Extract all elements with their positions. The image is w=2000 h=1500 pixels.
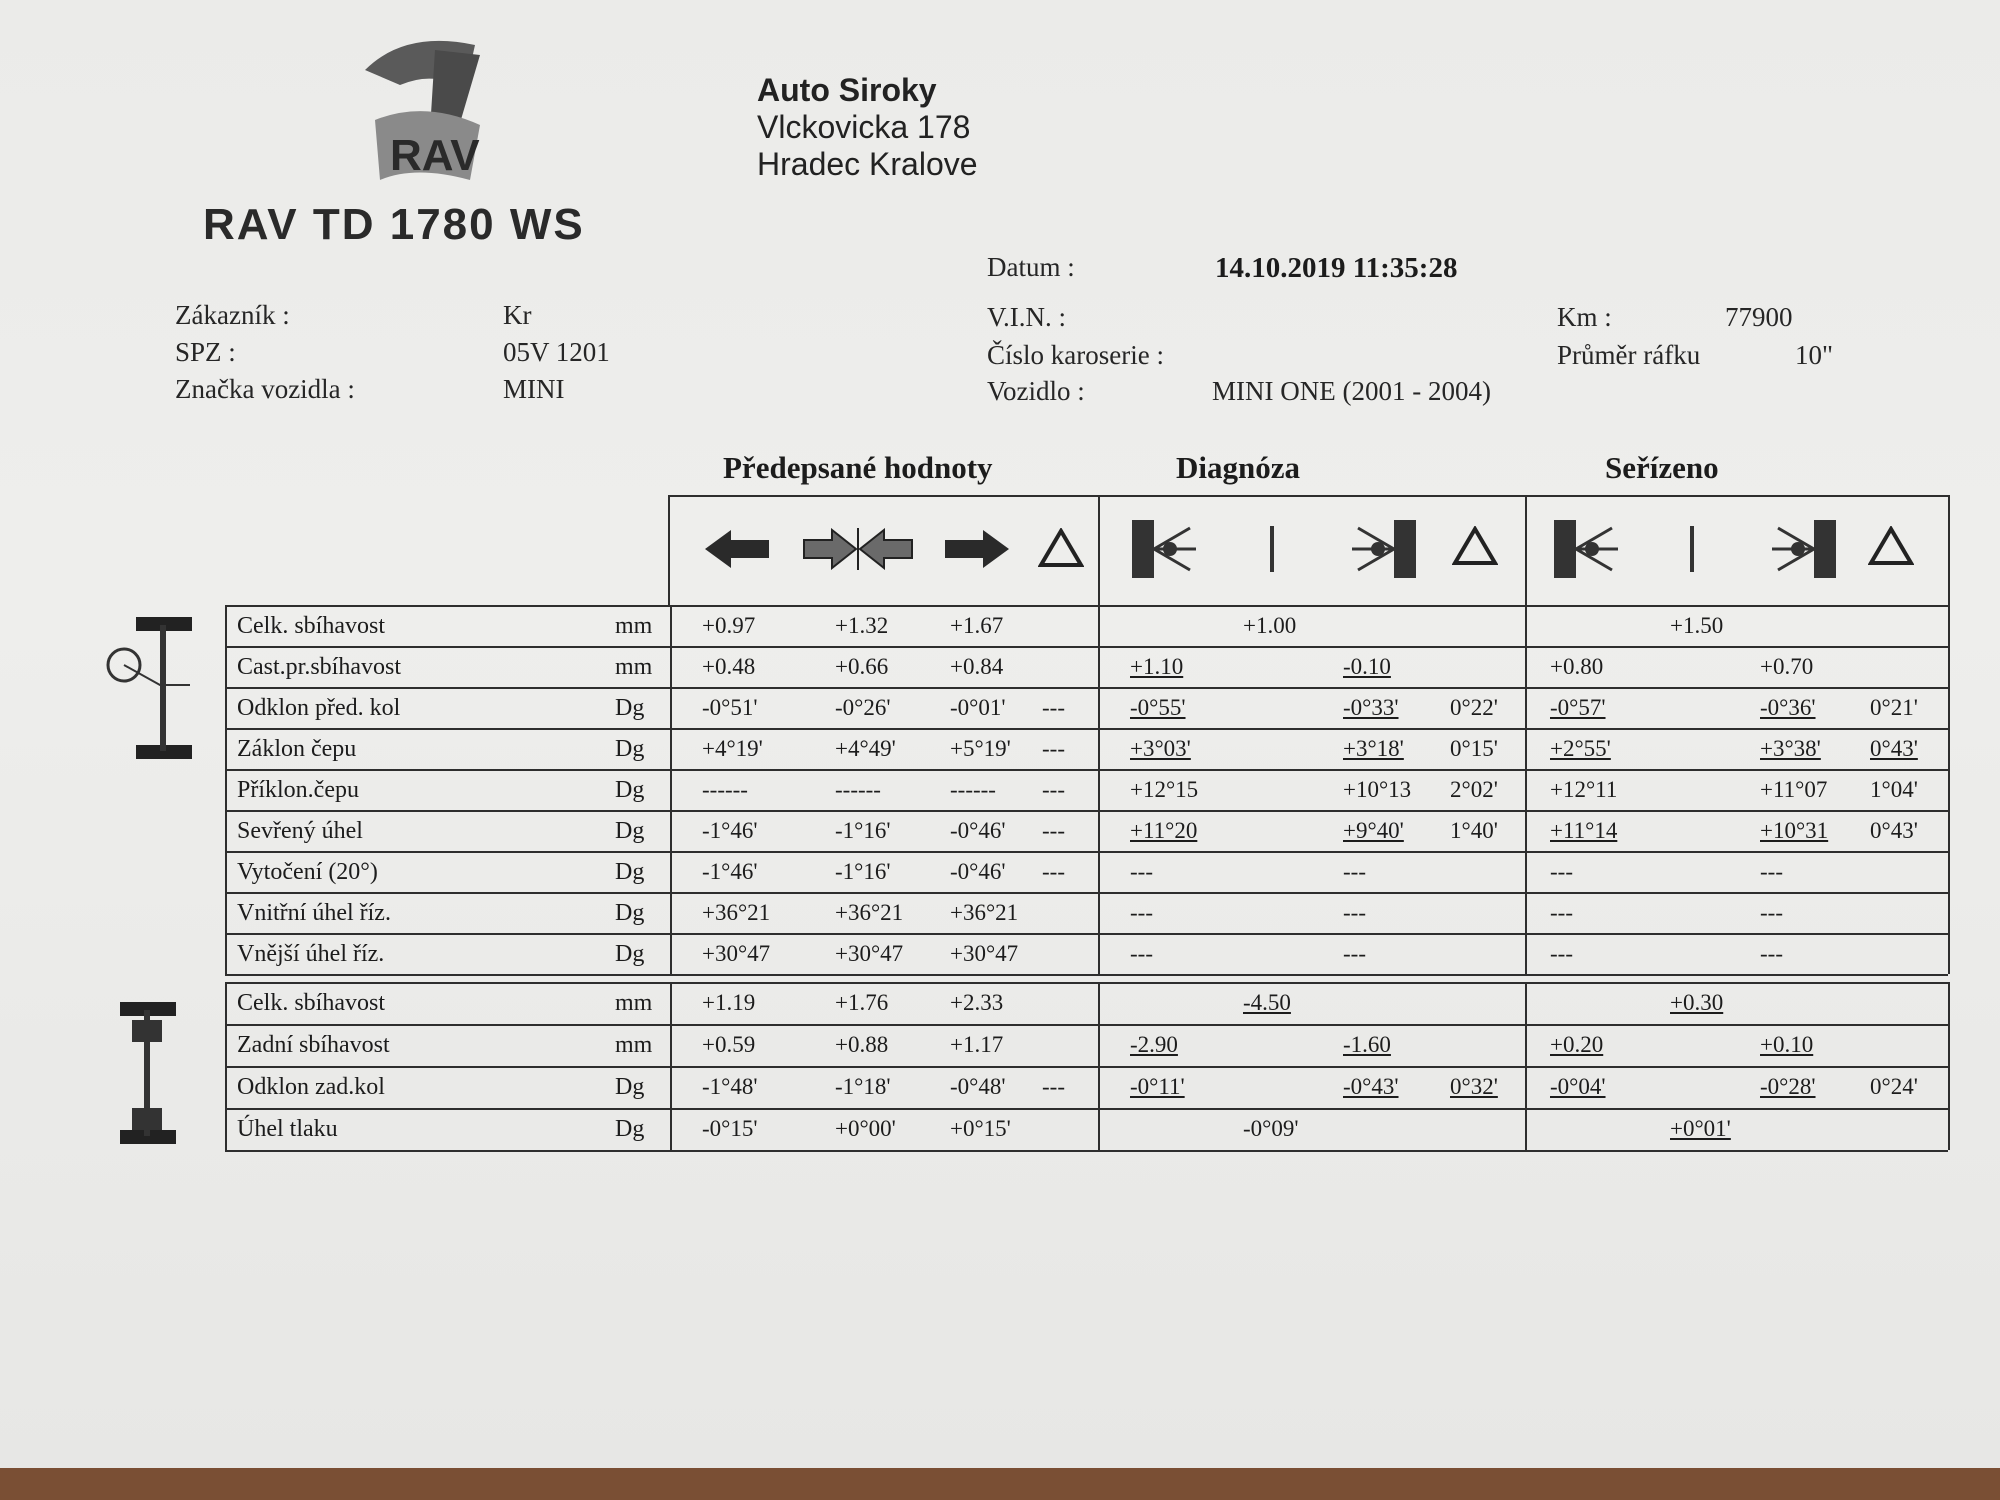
prescribed-value: -0°46' — [950, 859, 1006, 884]
diagnosis-value: +3°18' — [1343, 736, 1404, 761]
prescribed-value: +0.59 — [702, 1032, 756, 1057]
prescribed-value: +0.84 — [950, 654, 1004, 679]
diagnosis-value: -0°11' — [1130, 1074, 1185, 1099]
delta-icon — [1452, 526, 1498, 566]
adjusted-value: +0.70 — [1760, 654, 1814, 679]
row-unit: Dg — [615, 859, 645, 885]
adjusted-value: --- — [1760, 941, 1783, 966]
diagnosis-value: --- — [1343, 941, 1366, 966]
adjusted-value: --- — [1550, 859, 1573, 884]
diagnosis-value: +9°40' — [1343, 818, 1404, 843]
prescribed-value: +1.17 — [950, 1032, 1004, 1057]
icon-row-div1 — [1098, 495, 1100, 605]
diagnosis-value: -4.50 — [1243, 990, 1291, 1015]
prescribed-value: --- — [1042, 859, 1065, 884]
diagnosis-value: --- — [1130, 900, 1153, 925]
table-divider — [1525, 605, 1527, 974]
adjusted-value: -0°36' — [1760, 695, 1816, 720]
diagnosis-value: 0°32' — [1450, 1074, 1498, 1099]
rafek-value: 10" — [1795, 340, 1834, 370]
prescribed-value: +1.19 — [702, 990, 756, 1015]
prescribed-value: --- — [1042, 1074, 1065, 1099]
diagnosis-value: -2.90 — [1130, 1032, 1178, 1057]
adjusted-value: --- — [1760, 900, 1783, 925]
adjusted-value: +0.10 — [1760, 1032, 1814, 1057]
table-row-border — [225, 1024, 1948, 1026]
wheel-left-icon — [1130, 518, 1200, 580]
adjusted-value: --- — [1760, 859, 1783, 884]
prescribed-value: +30°47 — [950, 941, 1019, 966]
row-label: Vnější úhel říz. — [237, 941, 385, 967]
diagnosis-value: --- — [1343, 859, 1366, 884]
diagnosis-value: +12°15 — [1130, 777, 1199, 802]
prescribed-value: +0.48 — [702, 654, 756, 679]
adjusted-value: +0°01' — [1670, 1116, 1731, 1141]
adjusted-value: +0.30 — [1670, 990, 1724, 1015]
prescribed-value: +1.76 — [835, 990, 889, 1015]
karoserie-label: Číslo karoserie : — [987, 340, 1164, 370]
table-border-left — [225, 605, 227, 974]
adjusted-value: 0°24' — [1870, 1074, 1918, 1099]
row-label: Zadní sbíhavost — [237, 1032, 390, 1058]
adjusted-value: 1°04' — [1870, 777, 1918, 802]
row-label: Úhel tlaku — [237, 1116, 338, 1142]
wheel-right-icon — [1768, 518, 1838, 580]
adjusted-value: 0°43' — [1870, 736, 1918, 761]
adjusted-value: -0°57' — [1550, 695, 1606, 720]
front-axle-icon — [100, 615, 200, 761]
zakaznik-label: Zákazník : — [175, 300, 290, 330]
spz-label: SPZ : — [175, 337, 236, 367]
row-unit: Dg — [615, 941, 645, 967]
diagnosis-value: 2°02' — [1450, 777, 1498, 802]
diagnosis-value: -0°55' — [1130, 695, 1186, 720]
prescribed-value: +36°21 — [950, 900, 1019, 925]
table-row-border — [225, 974, 1948, 976]
table-row-border — [225, 646, 1948, 648]
icon-row-div2 — [1525, 495, 1527, 605]
table-divider — [670, 605, 672, 974]
adjusted-value: -0°04' — [1550, 1074, 1606, 1099]
diagnosis-value: --- — [1130, 859, 1153, 884]
prescribed-value: +0°00' — [835, 1116, 896, 1141]
table-divider — [1098, 605, 1100, 974]
icon-row-left — [668, 495, 670, 605]
row-label: Celk. sbíhavost — [237, 990, 385, 1016]
diagnosis-value: -0.10 — [1343, 654, 1391, 679]
wheel-right-icon — [1348, 518, 1418, 580]
adjusted-value: +3°38' — [1760, 736, 1821, 761]
km-value: 77900 — [1725, 302, 1793, 332]
km-label: Km : — [1557, 302, 1612, 332]
prescribed-value: +0.97 — [702, 613, 756, 638]
diagnosis-value: -0°43' — [1343, 1074, 1399, 1099]
prescribed-value: -1°48' — [702, 1074, 758, 1099]
prescribed-value: +0.66 — [835, 654, 889, 679]
icon-row-top — [668, 495, 1950, 497]
prescribed-value: +4°19' — [702, 736, 763, 761]
row-label: Odklon před. kol — [237, 695, 401, 721]
adjusted-value: 0°21' — [1870, 695, 1918, 720]
table-border-right — [1948, 982, 1950, 1150]
row-unit: mm — [615, 613, 653, 639]
row-label: Vnitřní úhel říz. — [237, 900, 391, 926]
icon-row-right — [1948, 495, 1950, 605]
spz-value: 05V 1201 — [503, 337, 610, 367]
diagnosis-value: +11°20 — [1130, 818, 1198, 843]
table-border-right — [1948, 605, 1950, 974]
prescribed-value: +5°19' — [950, 736, 1011, 761]
row-label: Vytočení (20°) — [237, 859, 378, 885]
prescribed-value: -0°48' — [950, 1074, 1006, 1099]
prescribed-value: +30°47 — [702, 941, 771, 966]
prescribed-value: +0.88 — [835, 1032, 889, 1057]
table-row-border — [225, 728, 1948, 730]
prescribed-value: --- — [1042, 818, 1065, 843]
diagnosis-value: +1.00 — [1243, 613, 1297, 638]
prescribed-value: ------ — [950, 777, 996, 802]
prescribed-value: +2.33 — [950, 990, 1004, 1015]
rav-logo-icon — [345, 30, 505, 200]
company-street: Vlckovicka 178 — [757, 109, 971, 145]
prescribed-value: +0°15' — [950, 1116, 1011, 1141]
wheel-left-icon — [1552, 518, 1622, 580]
row-unit: mm — [615, 990, 653, 1016]
znacka-label: Značka vozidla : — [175, 374, 355, 404]
row-unit: Dg — [615, 1116, 645, 1142]
arrows-center-icon — [802, 528, 914, 570]
adjusted-value: --- — [1550, 941, 1573, 966]
table-row-border — [225, 1150, 1948, 1152]
prescribed-value: ------ — [702, 777, 748, 802]
adjusted-value: +0.80 — [1550, 654, 1604, 679]
adjusted-value: +1.50 — [1670, 613, 1724, 638]
table-row-border — [225, 851, 1948, 853]
row-label: Sevřený úhel — [237, 818, 363, 844]
prescribed-value: -1°46' — [702, 818, 758, 843]
diagnosis-value: --- — [1343, 900, 1366, 925]
table-border-top — [225, 982, 1948, 984]
device-model: RAV TD 1780 WS — [203, 200, 585, 249]
datum-label: Datum : — [987, 252, 1075, 282]
prescribed-value: +1.32 — [835, 613, 889, 638]
prescribed-value: -0°46' — [950, 818, 1006, 843]
row-label: Příklon.čepu — [237, 777, 359, 803]
prescribed-value: -0°51' — [702, 695, 758, 720]
arrow-left-icon — [703, 528, 771, 570]
vozidlo-label: Vozidlo : — [987, 376, 1085, 406]
prescribed-value: --- — [1042, 736, 1065, 761]
diagnosis-value: +1.10 — [1130, 654, 1184, 679]
company-city: Hradec Kralove — [757, 146, 978, 182]
zakaznik-value: Kr — [503, 300, 532, 330]
row-unit: Dg — [615, 695, 645, 721]
vin-label: V.I.N. : — [987, 302, 1067, 332]
separator-icon — [1688, 526, 1696, 572]
row-unit: Dg — [615, 818, 645, 844]
diagnosis-value: +3°03' — [1130, 736, 1191, 761]
prescribed-value: --- — [1042, 695, 1065, 720]
prescribed-value: +4°49' — [835, 736, 896, 761]
adjusted-value: 0°43' — [1870, 818, 1918, 843]
row-label: Cast.pr.sbíhavost — [237, 654, 402, 680]
table-border-top — [225, 605, 1948, 607]
adjusted-value: +10°31 — [1760, 818, 1829, 843]
row-label: Celk. sbíhavost — [237, 613, 385, 639]
rafek-label: Průměr ráfku — [1557, 340, 1701, 370]
section-predepsane: Předepsané hodnoty — [723, 450, 993, 485]
table-row-border — [225, 1108, 1948, 1110]
diagnosis-value: +10°13 — [1343, 777, 1412, 802]
adjusted-value: +0.20 — [1550, 1032, 1604, 1057]
row-label: Odklon zad.kol — [237, 1074, 385, 1100]
prescribed-value: +1.67 — [950, 613, 1004, 638]
separator-icon — [1268, 526, 1276, 572]
section-serizeno: Seřízeno — [1605, 450, 1719, 485]
datum-value: 14.10.2019 11:35:28 — [1215, 252, 1458, 284]
table-row-border — [225, 892, 1948, 894]
row-label: Záklon čepu — [237, 736, 357, 762]
logo-text: RAV — [390, 131, 480, 180]
adjusted-value: +2°55' — [1550, 736, 1611, 761]
adjusted-value: --- — [1550, 900, 1573, 925]
prescribed-value: -1°16' — [835, 859, 891, 884]
table-row-border — [225, 1066, 1948, 1068]
prescribed-value: +36°21 — [702, 900, 771, 925]
prescribed-value: -0°26' — [835, 695, 891, 720]
prescribed-value: -1°46' — [702, 859, 758, 884]
rear-axle-icon — [118, 1000, 188, 1148]
diagnosis-value: 0°15' — [1450, 736, 1498, 761]
table-row-border — [225, 810, 1948, 812]
row-unit: mm — [615, 1032, 653, 1058]
diagnosis-value: --- — [1130, 941, 1153, 966]
delta-icon — [1868, 526, 1914, 566]
diagnosis-value: -0°09' — [1243, 1116, 1299, 1141]
table-row-border — [225, 769, 1948, 771]
prescribed-value: -1°16' — [835, 818, 891, 843]
row-unit: Dg — [615, 777, 645, 803]
diagnosis-value: -1.60 — [1343, 1032, 1391, 1057]
arrow-right-icon — [943, 528, 1011, 570]
prescribed-value: -0°15' — [702, 1116, 758, 1141]
table-row-border — [225, 933, 1948, 935]
delta-icon — [1038, 528, 1084, 568]
company-block — [757, 72, 978, 183]
adjusted-value: +12°11 — [1550, 777, 1618, 802]
table-row-border — [225, 687, 1948, 689]
prescribed-value: ------ — [835, 777, 881, 802]
row-unit: mm — [615, 654, 653, 680]
prescribed-value: -1°18' — [835, 1074, 891, 1099]
diagnosis-value: 0°22' — [1450, 695, 1498, 720]
vozidlo-value: MINI ONE (2001 - 2004) — [1212, 376, 1491, 406]
prescribed-value: -0°01' — [950, 695, 1006, 720]
company-name: Auto Siroky — [757, 72, 937, 108]
adjusted-value: +11°07 — [1760, 777, 1828, 802]
row-unit: Dg — [615, 1074, 645, 1100]
adjusted-value: -0°28' — [1760, 1074, 1816, 1099]
adjusted-value: +11°14 — [1550, 818, 1618, 843]
znacka-value: MINI — [503, 374, 565, 404]
prescribed-value: +30°47 — [835, 941, 904, 966]
section-diagnoza: Diagnóza — [1176, 450, 1300, 485]
prescribed-value: --- — [1042, 777, 1065, 802]
diagnosis-value: 1°40' — [1450, 818, 1498, 843]
prescribed-value: +36°21 — [835, 900, 904, 925]
diagnosis-value: -0°33' — [1343, 695, 1399, 720]
row-unit: Dg — [615, 736, 645, 762]
row-unit: Dg — [615, 900, 645, 926]
